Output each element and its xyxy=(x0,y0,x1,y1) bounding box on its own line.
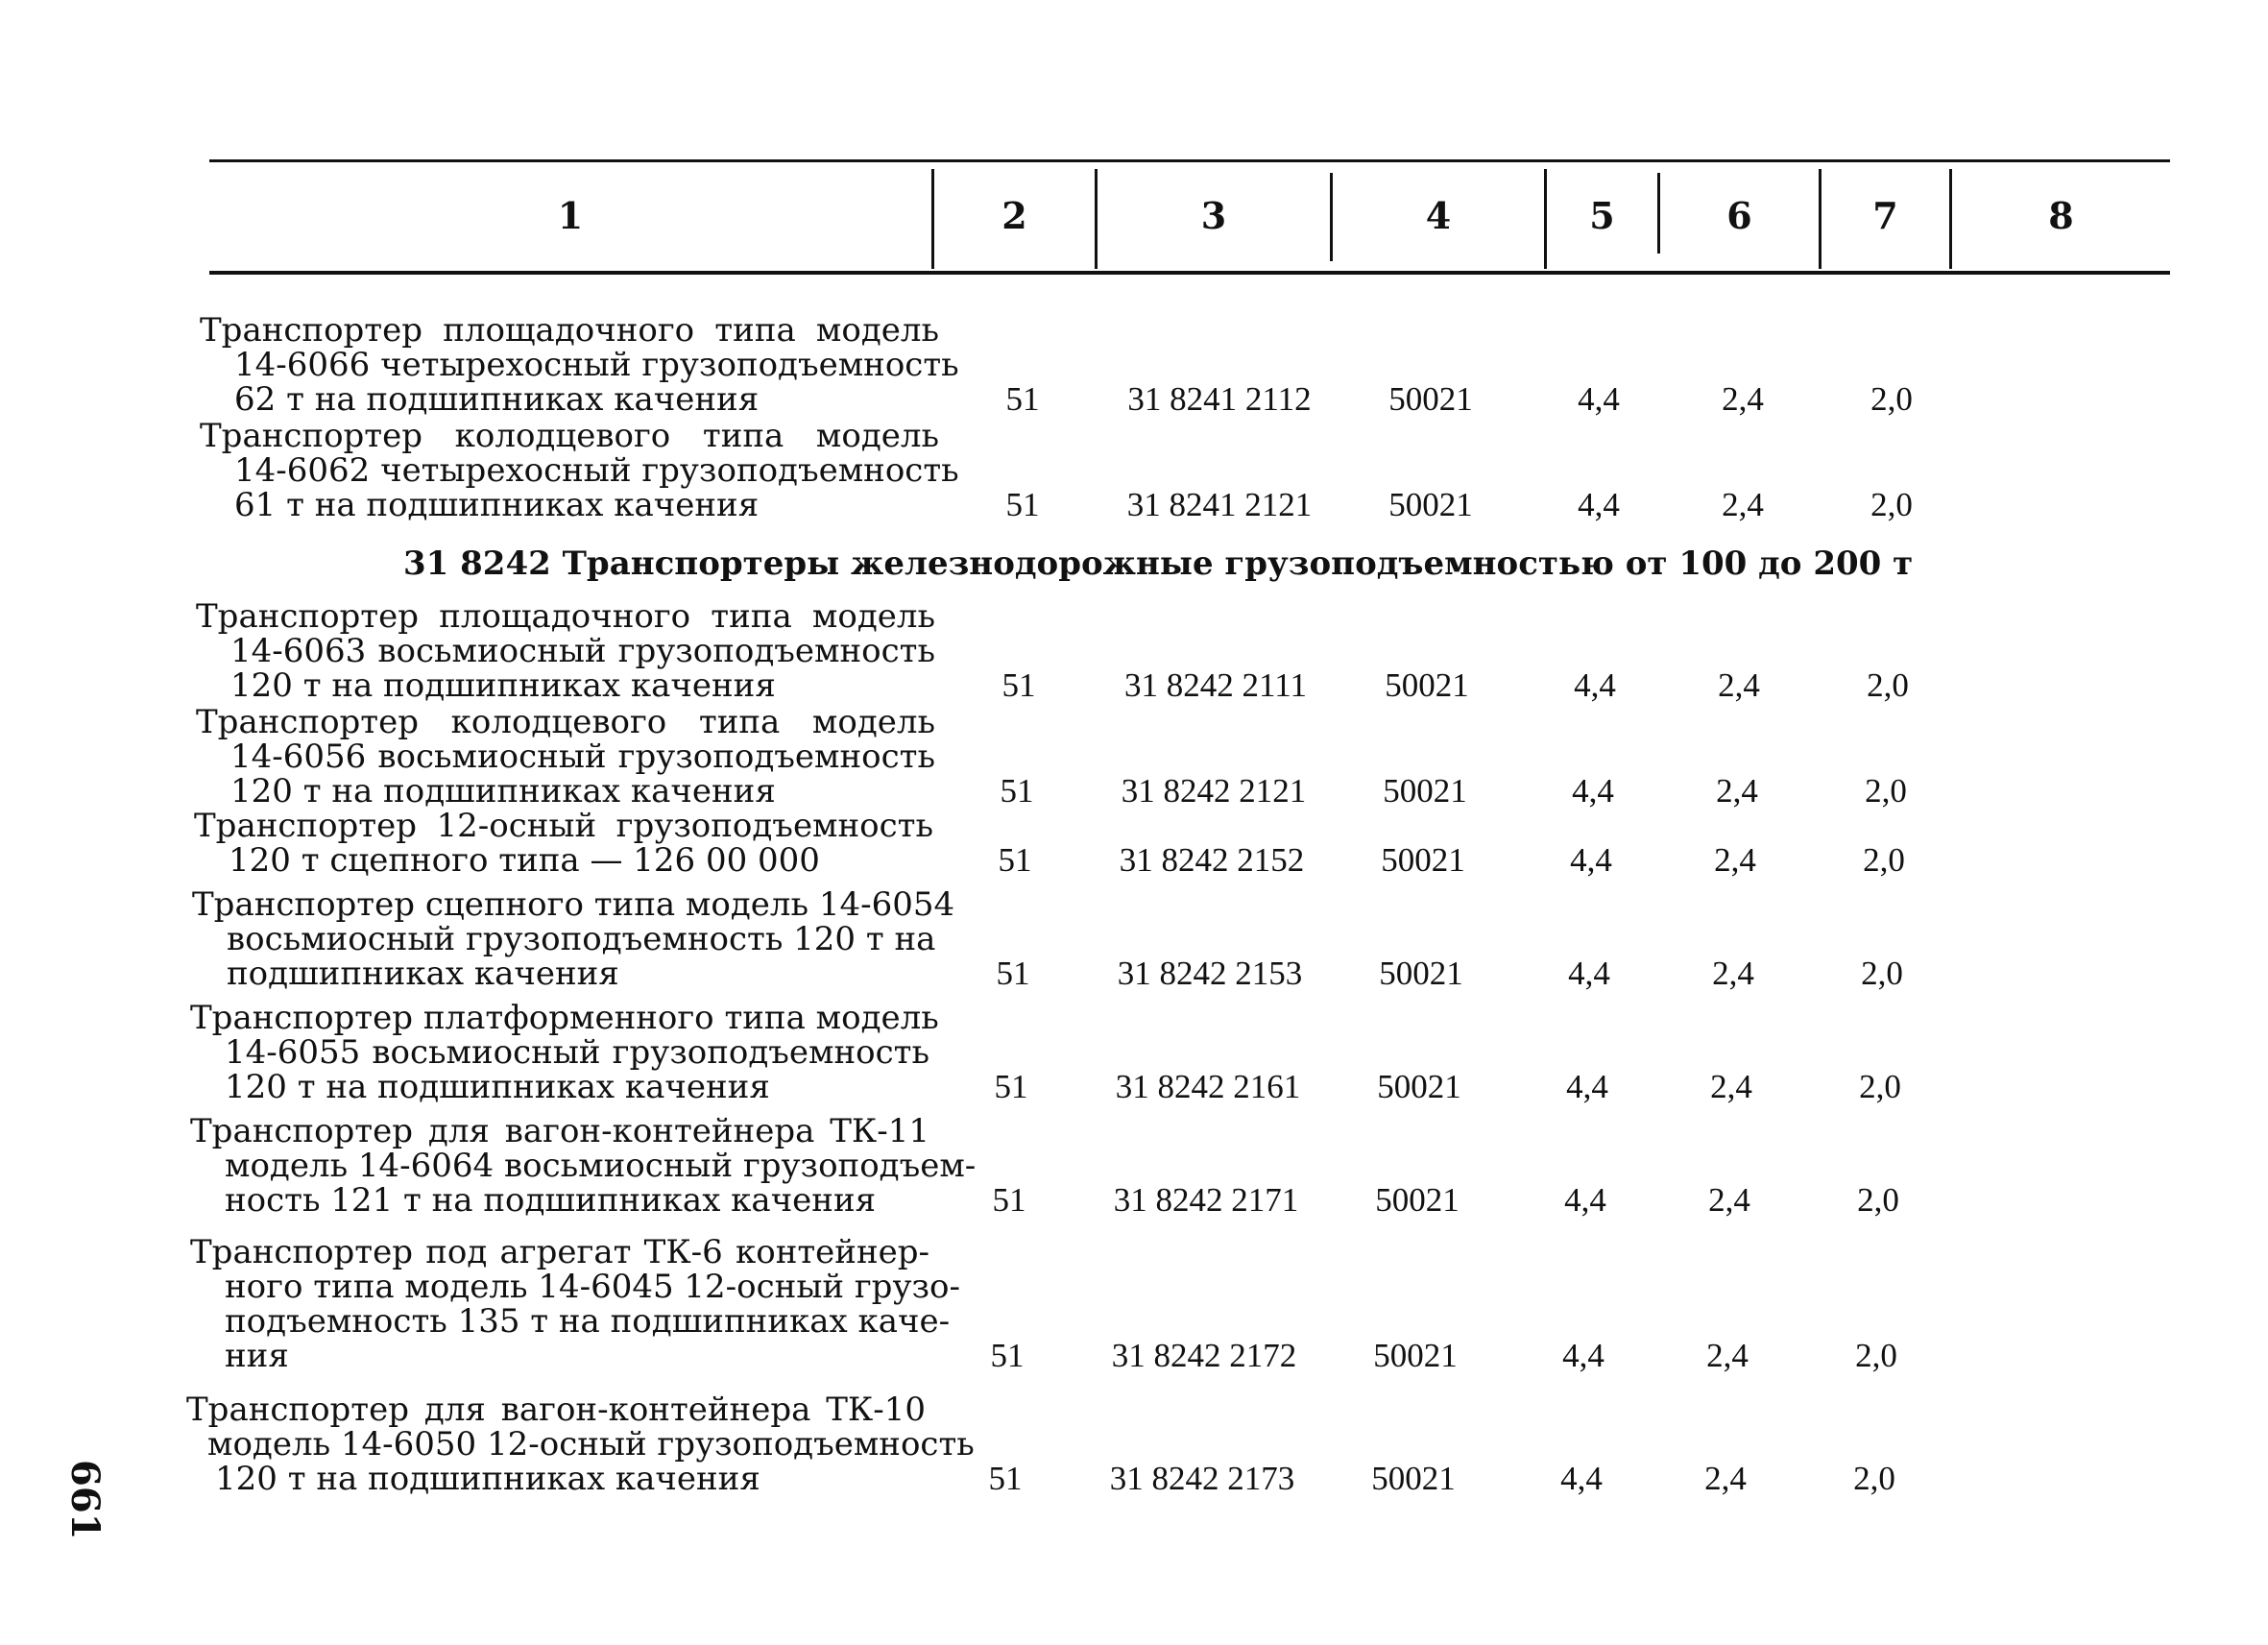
table-cell-col7: 2,0 xyxy=(1859,1068,1901,1105)
description-line: Транспортер сцепного типа модель 14-6054 xyxy=(192,885,955,924)
table-cell-col4: 50021 xyxy=(1385,666,1469,704)
table-row-description xyxy=(200,311,959,419)
description-line: ного типа модель 14-6045 12-осный грузо- xyxy=(225,1268,960,1306)
table-cell-col5: 4,4 xyxy=(1578,486,1620,523)
column-header-8: 8 xyxy=(2048,194,2074,237)
column-header-4: 4 xyxy=(1425,194,1452,237)
column-header-6: 6 xyxy=(1726,194,1752,237)
description-line: Транспортер колодцевого типа модель xyxy=(200,417,939,455)
table-cell-col5: 4,4 xyxy=(1562,1337,1604,1374)
table-row-description xyxy=(190,999,939,1106)
description-line: Транспортер под агрегат ТК-6 контейнер- xyxy=(190,1233,929,1271)
table-cell-col7: 2,0 xyxy=(1857,1181,1899,1219)
table-cell-col7: 2,0 xyxy=(1855,1337,1897,1374)
description-line: 14-6063 восьмиосный грузоподъемность xyxy=(230,632,935,670)
table-cell-col4: 50021 xyxy=(1388,486,1473,523)
section-title: 31 8242 Транспортеры железнодорожные грузоподъемностью от 100 до 200 т xyxy=(403,544,1914,583)
description-line: 14-6056 восьмиосный грузоподъемность xyxy=(230,738,935,776)
table-cell-col4: 50021 xyxy=(1381,841,1465,879)
table-cell-col6: 2,4 xyxy=(1712,955,1754,992)
table-cell-col3: 31 8242 2152 xyxy=(1119,841,1305,879)
table-cell-col5: 4,4 xyxy=(1568,955,1610,992)
table-cell-col6: 2,4 xyxy=(1718,666,1760,704)
table-cell-col6: 2,4 xyxy=(1706,1337,1749,1374)
table-cell-col4: 50021 xyxy=(1371,1460,1456,1497)
table-cell-col7: 2,0 xyxy=(1870,486,1913,523)
table-cell-col3: 31 8242 2121 xyxy=(1121,772,1307,810)
table-cell-col3: 31 8242 2171 xyxy=(1113,1181,1299,1219)
table-cell-col7: 2,0 xyxy=(1861,955,1903,992)
table-cell-col2: 51 xyxy=(992,1181,1026,1219)
table-cell-col2: 51 xyxy=(994,1068,1028,1105)
column-header-5: 5 xyxy=(1589,194,1615,237)
header-bottom-rule xyxy=(209,271,2170,275)
table-cell-col4: 50021 xyxy=(1377,1068,1461,1105)
table-cell-col2: 51 xyxy=(996,955,1030,992)
table-cell-col7: 2,0 xyxy=(1870,380,1913,418)
table-cell-col3: 31 8242 2173 xyxy=(1109,1460,1295,1497)
table-cell-col2: 51 xyxy=(990,1337,1025,1374)
table-cell-col2: 51 xyxy=(1000,772,1034,810)
table-cell-col5: 4,4 xyxy=(1572,772,1614,810)
table-cell-col6: 2,4 xyxy=(1708,1181,1750,1219)
description-line: модель 14-6064 восьмиосный грузоподъем- xyxy=(225,1147,977,1185)
description-line: Транспортер площадочного типа модель xyxy=(200,311,939,350)
table-row-description xyxy=(192,885,955,993)
table-row-description xyxy=(194,809,933,878)
table-cell-col3: 31 8242 2153 xyxy=(1117,955,1303,992)
table-cell-col6: 2,4 xyxy=(1710,1068,1752,1105)
description-line: ность 121 т на подшипниках качения xyxy=(225,1181,877,1220)
table-cell-col4: 50021 xyxy=(1388,380,1473,418)
table-cell-col4: 50021 xyxy=(1373,1337,1458,1374)
table-row-description xyxy=(196,599,935,703)
table-cell-col3: 31 8241 2112 xyxy=(1127,380,1312,418)
header-top-rule xyxy=(209,159,2170,162)
description-line: 62 т на подшипниках качения xyxy=(234,380,760,419)
table-cell-col5: 4,4 xyxy=(1560,1460,1603,1497)
description-line: 14-6055 восьмиосный грузоподъемность xyxy=(225,1033,929,1072)
table-cell-col6: 2,4 xyxy=(1714,841,1756,879)
description-line: 61 т на подшипниках качения xyxy=(234,486,760,524)
description-line: ния xyxy=(225,1337,289,1375)
table-row-description xyxy=(190,1112,977,1220)
table-row-description xyxy=(200,417,959,524)
description-line: Транспортер колодцевого типа модель xyxy=(196,703,935,741)
table-cell-col4: 50021 xyxy=(1383,772,1467,810)
table-cell-col5: 4,4 xyxy=(1570,841,1612,879)
table-cell-col6: 2,4 xyxy=(1704,1460,1747,1497)
page-number: 661 xyxy=(62,1460,108,1540)
description-line: Транспортер для вагон-контейнера ТК-11 xyxy=(190,1112,929,1150)
table-cell-col3: 31 8241 2121 xyxy=(1126,486,1313,523)
table-row-description xyxy=(186,1391,975,1498)
description-line: Транспортер 12-осный грузоподъемность xyxy=(194,807,933,845)
column-header-1: 1 xyxy=(557,194,584,237)
column-header-3: 3 xyxy=(1200,194,1227,237)
description-line: Транспортер платформенного типа модель xyxy=(190,999,939,1037)
description-line: подъемность 135 т на подшипниках каче- xyxy=(225,1302,951,1341)
description-line: 120 т на подшипниках качения xyxy=(215,1460,760,1498)
description-line: 120 т сцепного типа — 126 00 000 xyxy=(229,841,820,880)
column-header-7: 7 xyxy=(1872,194,1898,237)
table-cell-col4: 50021 xyxy=(1375,1181,1460,1219)
table-cell-col3: 31 8242 2111 xyxy=(1124,666,1307,704)
table-row-description xyxy=(196,705,935,809)
table-cell-col6: 2,4 xyxy=(1722,380,1764,418)
table-cell-col4: 50021 xyxy=(1379,955,1463,992)
table-cell-col7: 2,0 xyxy=(1867,666,1909,704)
table-cell-col2: 51 xyxy=(988,1460,1023,1497)
table-cell-col5: 4,4 xyxy=(1566,1068,1608,1105)
table-cell-col5: 4,4 xyxy=(1574,666,1616,704)
description-line: 14-6062 четырехосный грузоподъемность xyxy=(234,451,959,490)
description-line: 120 т на подшипниках качения xyxy=(225,1068,770,1106)
table-cell-col5: 4,4 xyxy=(1564,1181,1606,1219)
table-cell-col7: 2,0 xyxy=(1863,841,1905,879)
table-cell-col5: 4,4 xyxy=(1578,380,1620,418)
table-cell-col7: 2,0 xyxy=(1853,1460,1895,1497)
description-line: восьмиосный грузоподъемность 120 т на xyxy=(227,920,936,958)
description-line: Транспортер для вагон-контейнера ТК-10 xyxy=(186,1391,926,1429)
table-cell-col2: 51 xyxy=(1001,666,1036,704)
description-line: модель 14-6050 12-осный грузоподъемность xyxy=(207,1425,975,1464)
table-row-description xyxy=(190,1233,960,1375)
description-line: Транспортер площадочного типа модель xyxy=(196,597,935,636)
table-cell-col2: 51 xyxy=(1005,486,1040,523)
table-cell-col2: 51 xyxy=(1005,380,1040,418)
table-cell-col6: 2,4 xyxy=(1716,772,1758,810)
table-cell-col3: 31 8242 2161 xyxy=(1115,1068,1301,1105)
table-cell-col6: 2,4 xyxy=(1722,486,1764,523)
description-line: 120 т на подшипниках качения xyxy=(230,772,776,810)
table-cell-col2: 51 xyxy=(998,841,1032,879)
table-cell-col3: 31 8242 2172 xyxy=(1111,1337,1297,1374)
column-header-2: 2 xyxy=(1001,194,1027,237)
description-line: 14-6066 четырехосный грузоподъемность xyxy=(234,346,959,384)
table-cell-col7: 2,0 xyxy=(1865,772,1907,810)
description-line: подшипниках качения xyxy=(227,955,619,993)
description-line: 120 т на подшипниках качения xyxy=(230,666,776,705)
